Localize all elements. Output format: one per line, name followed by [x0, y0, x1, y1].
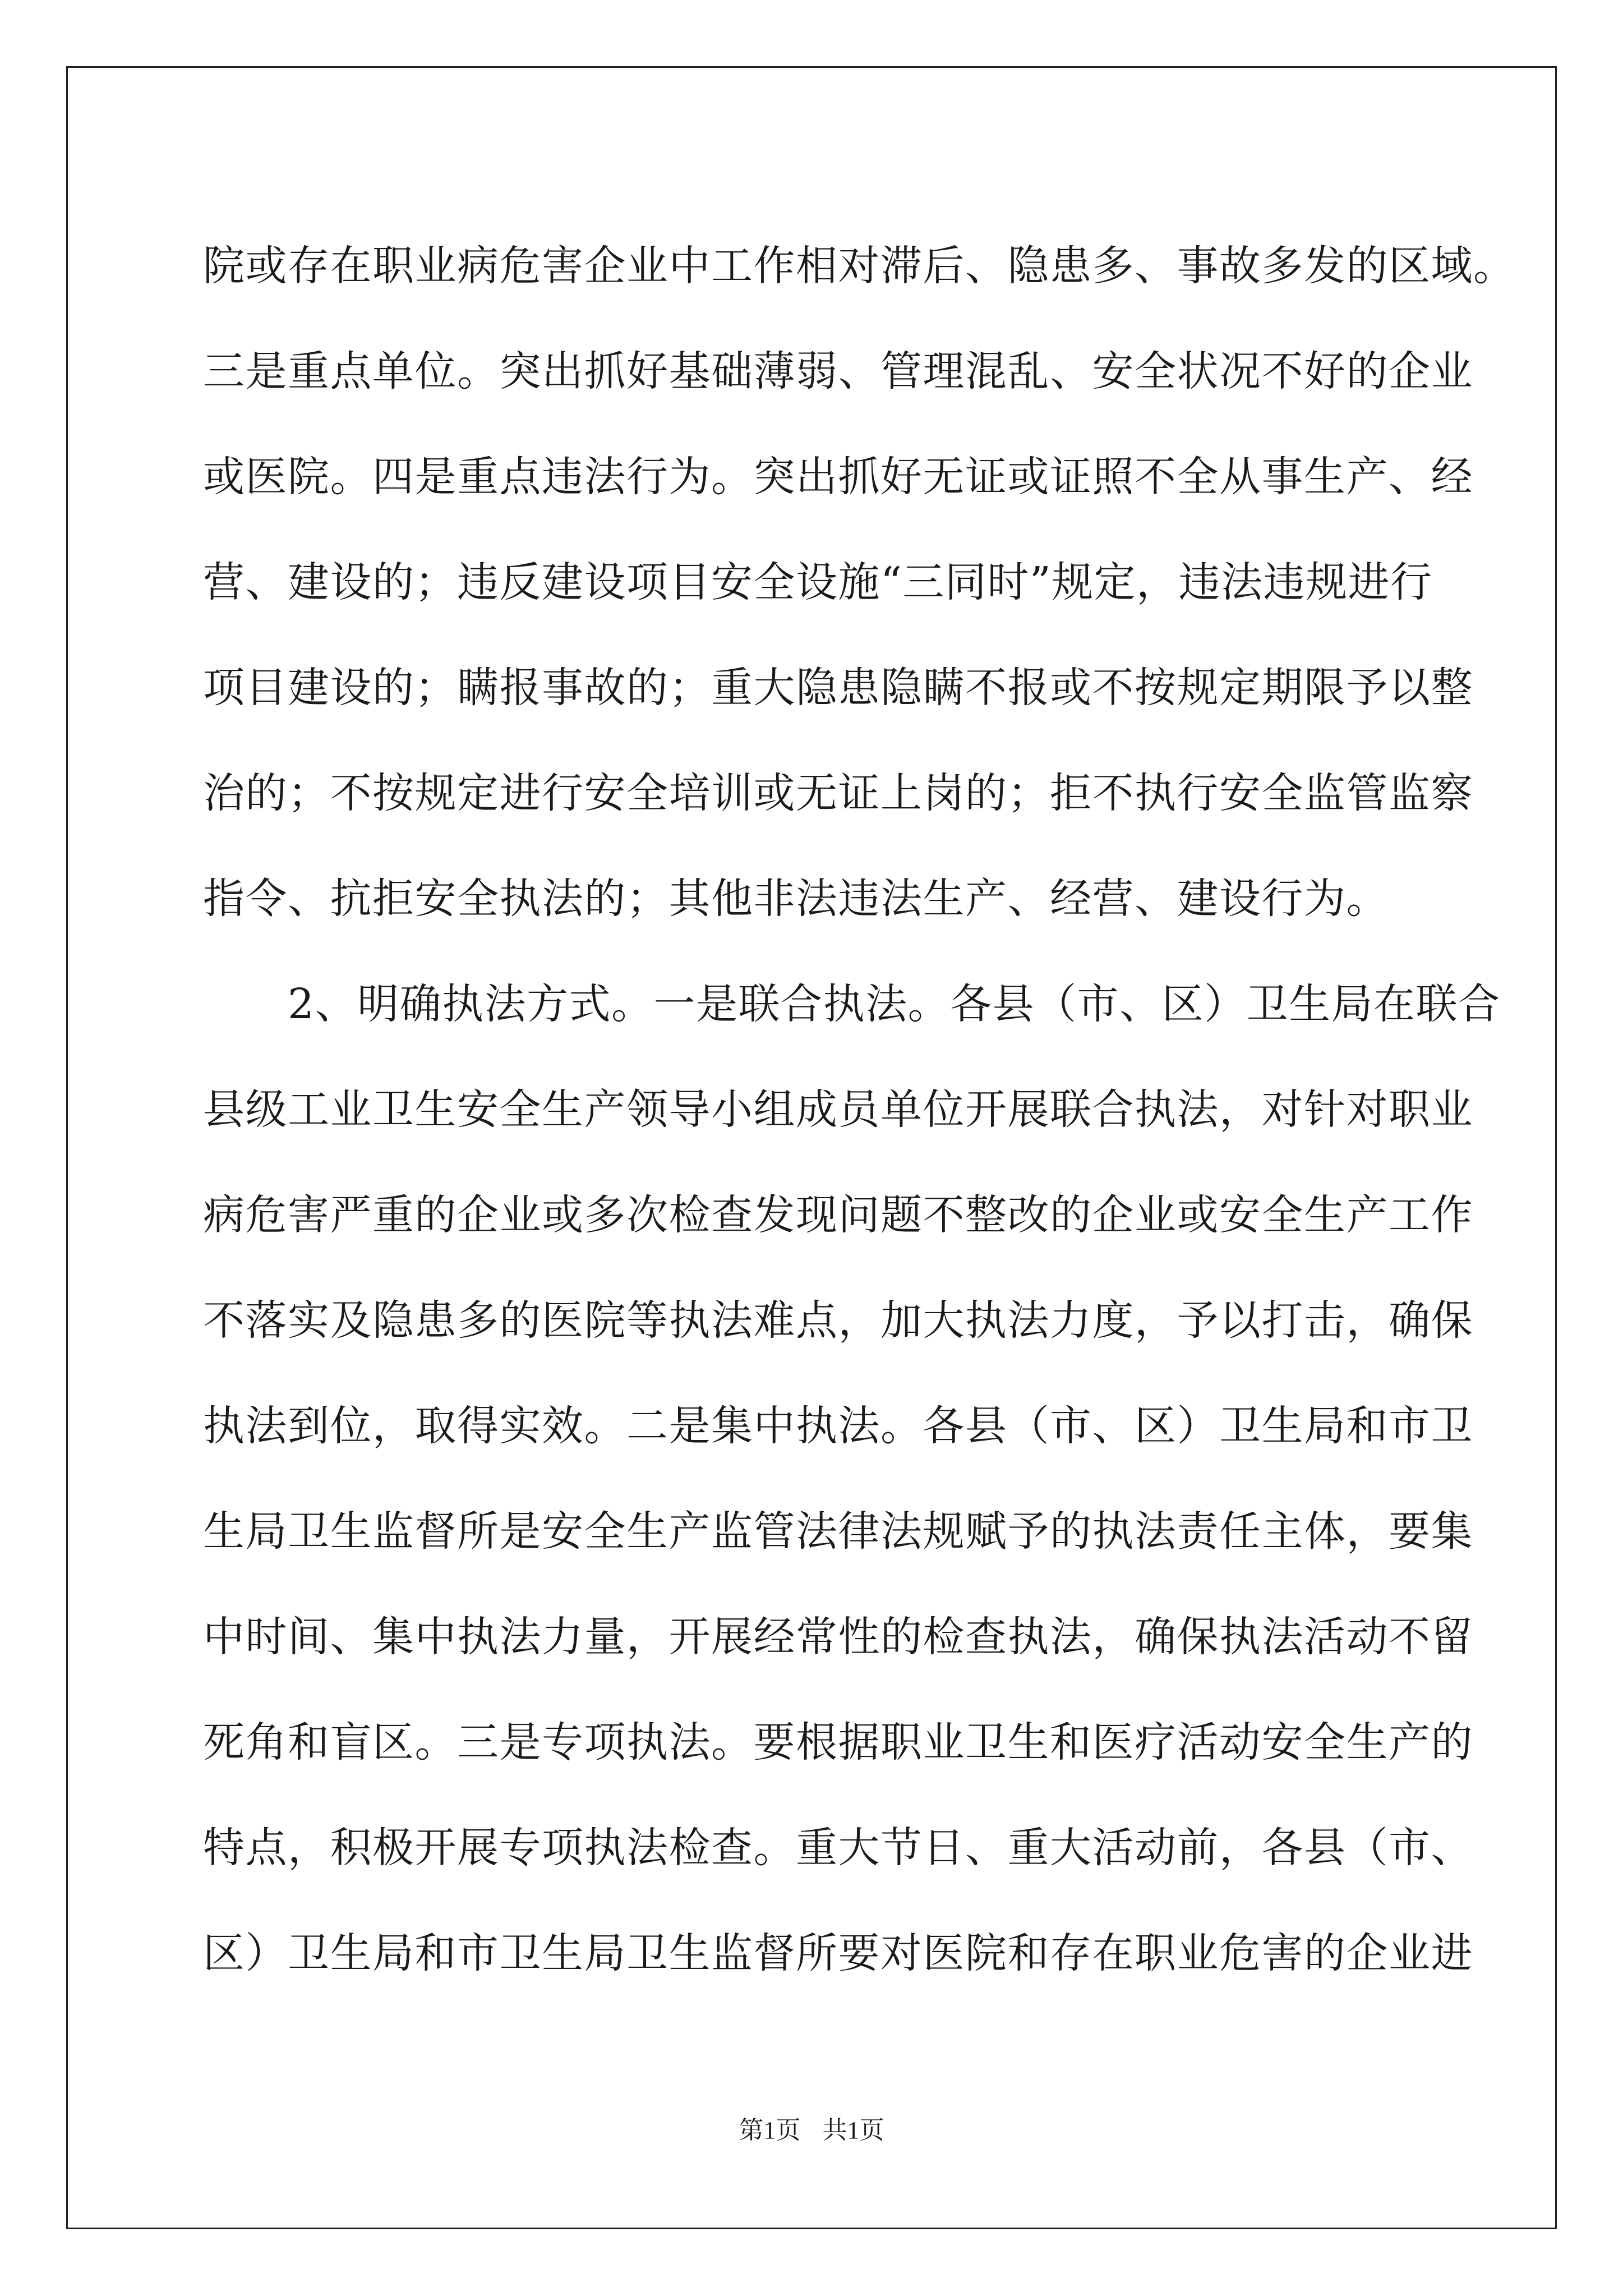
page-footer	[0, 2114, 1623, 2147]
text-line: 特点，积极开展专项执法检查。重大节日、重大活动前，各县（市、	[203, 1824, 1473, 1872]
text-line: 死角和盲区。三是专项执法。要根据职业卫生和医疗活动安全生产的	[203, 1718, 1473, 1766]
page-total: 共1页	[822, 2116, 884, 2144]
document-body	[203, 213, 1516, 2006]
text-line: 三是重点单位。突出抓好基础薄弱、管理混乱、安全状况不好的企业	[203, 347, 1473, 395]
text-line: 生局卫生监督所是安全生产监管法律法规赋予的执法责任主体，要集	[203, 1507, 1473, 1556]
text-line: 治的；不按规定进行安全培训或无证上岗的；拒不执行安全监管监察	[203, 769, 1473, 817]
text-line: 不落实及隐患多的医院等执法难点，加大执法力度，予以打击，确保	[203, 1296, 1473, 1345]
text-line: 病危害严重的企业或多次检查发现问题不整改的企业或安全生产工作	[203, 1191, 1473, 1239]
text-line: 县级工业卫生安全生产领导小组成员单位开展联合执法，对针对职业	[203, 1085, 1473, 1134]
text-line: 或医院。四是重点违法行为。突出抓好无证或证照不全从事生产、经	[203, 453, 1473, 501]
text-line: 中时间、集中执法力量，开展经常性的检查执法，确保执法活动不留	[203, 1613, 1473, 1661]
page-number: 第1页	[739, 2116, 801, 2144]
text-line: 区）卫生局和市卫生局卫生监督所要对医院和存在职业危害的企业进	[203, 1929, 1473, 1977]
text-line: 院或存在职业病危害企业中工作相对滞后、隐患多、事故多发的区域。	[203, 242, 1516, 290]
text-line: 项目建设的；瞒报事故的；重大隐患隐瞒不报或不按规定期限予以整	[203, 664, 1473, 712]
text-line: 指令、抗拒安全执法的；其他非法违法生产、经营、建设行为。	[203, 875, 1389, 923]
text-line: 营、建设的；违反建设项目安全设施“三同时”规定，违法违规进行	[203, 558, 1433, 606]
text-line: 执法到位，取得实效。二是集中执法。各县（市、区）卫生局和市卫	[203, 1402, 1473, 1450]
text-line: 2、明确执法方式。一是联合执法。各县（市、区）卫生局在联合	[203, 980, 1501, 1028]
